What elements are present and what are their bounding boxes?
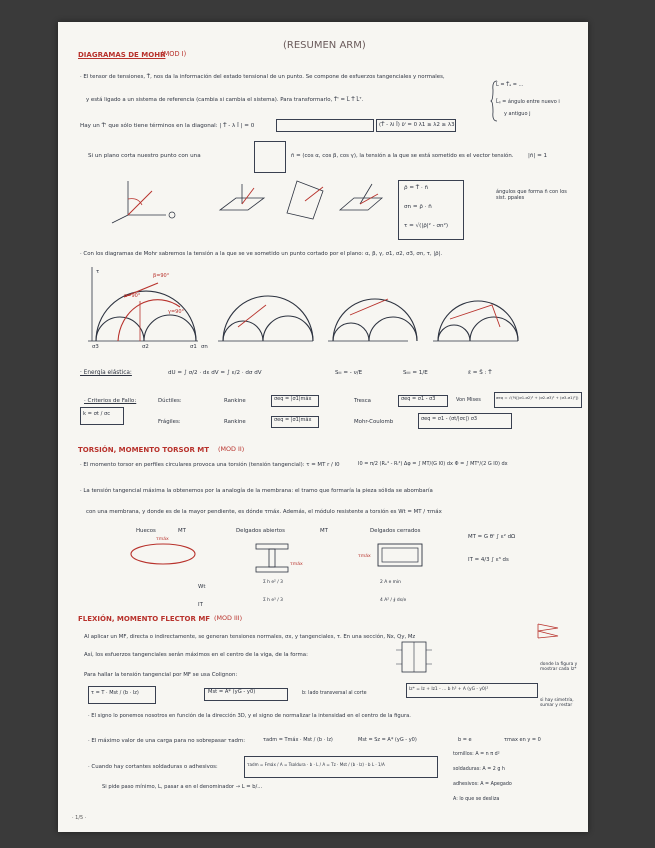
formula: σeq = |σ1|máx — [274, 417, 312, 423]
tau-max-label: τmáx — [290, 562, 303, 567]
case-label: Delgados abiertos — [236, 528, 285, 534]
formula: σeq = σ1 - σ3 — [401, 396, 436, 402]
formula: Iz* = Iz + Iz1 - ... b h³ + A (yG - y0)² — [409, 687, 489, 692]
plane-sketch — [338, 180, 383, 220]
text-line: Si pide paso mínimo, L, pasar a en el denominador → L = b/... — [102, 784, 263, 790]
side-note: L̄ᵢⱼ = ángulo entre nuevo i — [496, 99, 560, 105]
criterion-name: Tresca — [354, 398, 371, 404]
criterion-name: Von Mises — [456, 397, 481, 403]
closed-section-sketch — [376, 542, 424, 568]
side-note: L̄ = T̄ₐ = ... — [496, 82, 524, 88]
side-note: si hay simetría, sumar y restar — [540, 698, 574, 709]
side-note: donde la figura y mostrar cada Iz* — [540, 662, 578, 673]
text-line: Si un plano corta nuestro punto con una — [88, 153, 201, 159]
mohr-label: σn — [201, 344, 208, 350]
formula: Sᵢᵢᵢ = - ν/E — [335, 370, 363, 376]
formula: σeq = σ1 - (σt/|σc|) σ3 — [421, 416, 478, 422]
text-line: · Energía elástica: — [80, 370, 132, 376]
formula: ε̄ = S̄ : T̄ — [468, 370, 492, 376]
formula: τadm = Tmáx · Mst / (b · Iz) — [263, 737, 333, 743]
axes-sketch — [108, 175, 178, 223]
section-tag-mod3: (MOD III) — [214, 614, 243, 622]
brace-icon — [490, 80, 498, 122]
tau-max-label: τmáx — [358, 554, 371, 559]
text-line: Al aplicar un MF, directa o indirectamente, se generan tensiones normales, σx, y tangenciales, τ. En una sección, Nx, Qy, Mz — [84, 634, 416, 640]
text-line: · Cuando hay cortantes soldaduras o adhesivos: — [88, 764, 218, 770]
page-title: (RESUMEN ARM) — [283, 40, 366, 51]
formula: k = σt / σc — [83, 411, 111, 417]
formula: (T̄ - λi Ī) ῡⁱ = 0 λ1 ≥ λ2 ≥ λ3 — [379, 122, 455, 128]
criterion-group: Dúctiles: — [158, 398, 182, 404]
text-line: Para hallar la tensión tangencial por MF se usa Colignon: — [84, 672, 238, 678]
criterion-name: Rankine — [224, 398, 246, 404]
formula: 2 A e min — [380, 580, 401, 585]
text-line: · Criterios de Fallo: — [84, 398, 137, 404]
mohr-label: α=90° — [124, 293, 141, 299]
side-note: tornillos: A = n π d² — [453, 752, 500, 757]
formula-box — [276, 119, 374, 132]
i-beam-sketch — [254, 542, 290, 574]
case-label: Delgados cerrados — [370, 528, 421, 534]
section-heading-mohr: DIAGRAMAS DE MOHR — [78, 51, 166, 59]
formula: I0 = π/2 (Rₑ⁴ - Rᵢ⁴) Δφ = ∫ MT/(G I0) dx Φ = ∫ MT²/(2 G I0) dx — [358, 461, 508, 467]
formula: Sᵢᵢᵢᵢ = 1/E — [403, 370, 428, 376]
formula: 4 A² / ∮ ds/e — [380, 598, 407, 603]
mohr-label: γ=90° — [168, 309, 185, 315]
criterion-name: Mohr-Coulomb — [354, 419, 394, 425]
formula: MT = G θ' ∫ ε² dΩ — [468, 534, 516, 540]
text-line: |n̄| = 1 — [528, 153, 548, 159]
mohr-label: β=90° — [153, 273, 170, 279]
formula: IT = 4/3 ∫ ε³ ds — [468, 557, 509, 563]
section-heading-bending: FLEXIÓN, MOMENTO FLECTOR MF — [78, 615, 211, 623]
formula: dU = ∫ σ/2 · dε dV = ∫ ε/2 · dσ dV — [168, 370, 262, 376]
formula: Mst = A* (yG - y0) — [208, 689, 256, 695]
tau-max-label: τmáx — [156, 537, 169, 542]
section-tag-mod2: (MOD II) — [218, 445, 245, 453]
mohr-label: τ — [96, 269, 100, 275]
row-label: IT — [198, 602, 203, 608]
mohr-circles-diagram — [88, 267, 568, 357]
text-line: · El signo lo ponemos nosotros en función de la dirección 3D, y el signo de normalizar la intensidad en el centro de la figura. — [88, 713, 411, 719]
plane-sketch — [283, 177, 328, 222]
beam-section-sketch — [394, 640, 434, 674]
formula: τ = √(|ρ̄|² - σn²) — [404, 223, 449, 229]
mohr-label: σ3 — [92, 344, 99, 350]
text-line: n̄ = (cos α, cos β, cos γ), la tensión a la que se está sometido es el vector tensión. — [291, 153, 514, 159]
formula: σn = ρ̄ · n̄ — [404, 204, 432, 210]
formula: Σ h e³ / 3 — [263, 598, 283, 603]
formula: τ = T · Mst / (b · Iz) — [91, 690, 139, 696]
formula: τadm = Fmáx / A = Tsoldura · b · L / A = Tz · Mst / (b · Iz) · b L · 1/A — [247, 762, 385, 767]
normal-vector-box — [254, 141, 286, 173]
text-line: · El tensor de tensiones, T̄, nos da la información del estado tensional de un punto. Se compone de esfuerzos tangenciales y normales, — [80, 74, 445, 80]
case-label: MT — [178, 528, 186, 534]
text-line: · El momento torsor en perfiles circulares provoca una torsión (tensión tangencial): τ = MT r / I0 — [80, 462, 340, 468]
case-label: MT — [320, 528, 328, 534]
formula: Σ h e² / 3 — [263, 580, 283, 585]
criterion-group: Frágiles: — [158, 419, 181, 425]
formula: σeq = |σ1|máx — [274, 396, 312, 402]
text-line: con una membrana, y donde es de la mayor pendiente, es dónde τmáx. Además, el módulo resistente a torsión es Wt = MT / τmáx — [86, 509, 442, 515]
text-line: · El máximo valor de una carga para no sobrepasar τadm: — [88, 738, 246, 744]
notes-page — [58, 22, 588, 832]
case-label: Huecos — [136, 528, 156, 534]
criterion-name: Rankine — [224, 419, 246, 425]
text-line: · Con los diagramas de Mohr sabremos la tensión a la que se ve sometido un punto cortado por el plano: α, β, γ, σ1, σ2, σ3, σn, τ, |ρ̄|. — [80, 251, 443, 257]
text-line: Hay un T̄' que sólo tiene términos en la diagonal: | T̄ - λ Ī | = 0 — [80, 123, 255, 129]
side-note: adhesivos: A = Apegado — [453, 782, 512, 787]
ellipse-section-sketch — [128, 542, 198, 566]
side-note: soldaduras: A = 2 g h — [453, 767, 505, 772]
mohr-label: σ1 — [190, 344, 197, 350]
page-footer: · 1/5 · — [72, 815, 87, 821]
mohr-label: σ2 — [142, 344, 149, 350]
formula: σeq = √(½[(σ1-σ2)² + (σ2-σ3)² + (σ3-σ1)²]) — [496, 395, 579, 400]
formula: b = e — [458, 737, 472, 743]
text-line: · La tensión tangencial máxima la obtenemos por la analogía de la membrana: el tramo que formaría la pieza sólida se abombaría — [80, 488, 433, 494]
formula: ρ̄ = T̄ · n̄ — [404, 185, 429, 191]
side-note: y antiguo j — [504, 111, 531, 117]
text-line: y está ligado a un sistema de referencia (cambia si cambia el sistema). Para transformarlo, T̄' = L̄ T̄ L̄ᵀ. — [86, 97, 364, 103]
plane-sketch — [218, 180, 268, 220]
stress-distribution-icon — [536, 622, 562, 640]
side-note: ángulos que forma n̄ con los sist. ppales — [496, 189, 567, 201]
text-line: Así, los esfuerzos tangenciales serán máximos en el centro de la viga, de la forma: — [84, 652, 308, 658]
row-label: Wt — [198, 584, 206, 590]
formula: τmax en y = 0 — [504, 737, 541, 743]
formula: Mst = Sz = A* (yG - y0) — [358, 737, 417, 743]
side-note: A: lo que se desliza — [453, 797, 500, 802]
side-note: b: lado transversal al corte — [302, 691, 367, 696]
section-heading-torsion: TORSIÓN, MOMENTO TORSOR MT — [78, 446, 210, 454]
section-tag-mod1: (MOD I) — [161, 50, 187, 58]
